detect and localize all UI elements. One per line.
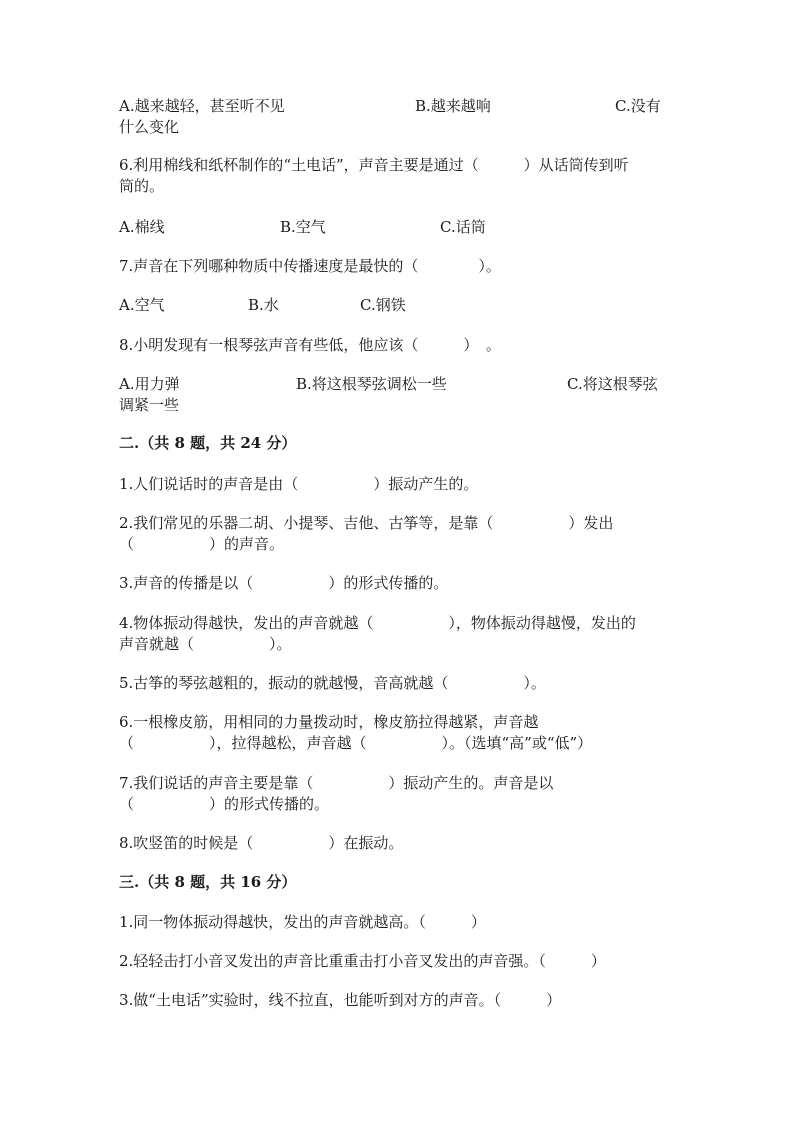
q7-option-c: C.钢铁 [360,296,406,314]
s3-q3: 3.做“土电话”实验时，线不拉直，也能听到对方的声音。（ ） [119,991,562,1009]
q6-option-c: C.话筒 [440,218,486,236]
q5-option-c: C.没有 [615,97,661,115]
q6-stem: 6.利用棉线和纸杯制作的“土电话”，声音主要是通过（ ）从话筒传到听 [119,156,629,174]
q7-stem: 7.声音在下列哪种物质中传播速度是最快的（ ）。 [119,257,501,275]
s2-q6: 6.一根橡皮筋，用相同的力量拨动时，橡皮筋拉得越紧，声音越 [119,713,539,731]
q5-option-b: B.越来越响 [415,97,491,115]
q8-option-c-continued: 调紧一些 [119,396,180,414]
q8-option-b: B.将这根琴弦调松一些 [296,375,447,393]
s2-q6-continued: （ ），拉得越松，声音越（ ）。（选填“高”或“低”） [119,734,593,752]
section-3-heading: 三.（共 8 题，共 16 分） [119,873,297,891]
s2-q1: 1.人们说话时的声音是由（ ）振动产生的。 [119,475,479,493]
q6-stem-continued: 筒的。 [119,177,165,195]
q6-option-b: B.空气 [280,218,326,236]
s2-q7-continued: （ ）的形式传播的。 [119,795,330,813]
s2-q2-continued: （ ）的声音。 [119,535,285,553]
s2-q4-continued: 声音就越（ ）。 [119,635,292,653]
s2-q4: 4.物体振动得越快，发出的声音就越（ ），物体振动得越慢，发出的 [119,614,636,632]
s3-q1: 1.同一物体振动得越快，发出的声音就越高。（ ） [119,913,486,931]
q7-option-a: A.空气 [119,296,165,314]
q7-option-b: B.水 [248,296,279,314]
section-2-heading: 二.（共 8 题，共 24 分） [119,434,297,452]
q8-stem: 8.小明发现有一根琴弦声音有些低，他应该（ ） 。 [119,336,501,354]
s2-q2: 2.我们常见的乐器二胡、小提琴、吉他、古筝等，是靠（ ）发出 [119,514,614,532]
s2-q3: 3.声音的传播是以（ ）的形式传播的。 [119,574,449,592]
q6-option-a: A.棉线 [119,218,165,236]
q8-option-c: C.将这根琴弦 [567,375,658,393]
q8-option-a: A.用力弹 [119,375,180,393]
s2-q7: 7.我们说话的声音主要是靠（ ）振动产生的。声音是以 [119,774,554,792]
s2-q8: 8.吹竖笛的时候是（ ）在振动。 [119,834,404,852]
s2-q5: 5.古筝的琴弦越粗的，振动的就越慢，音高就越（ ）。 [119,674,546,692]
q5-option-c-continued: 什么变化 [119,118,180,136]
q5-option-a: A.越来越轻，甚至听不见 [119,97,285,115]
s3-q2: 2.轻轻击打小音叉发出的声音比重重击打小音叉发出的声音强。（ ） [119,952,606,970]
